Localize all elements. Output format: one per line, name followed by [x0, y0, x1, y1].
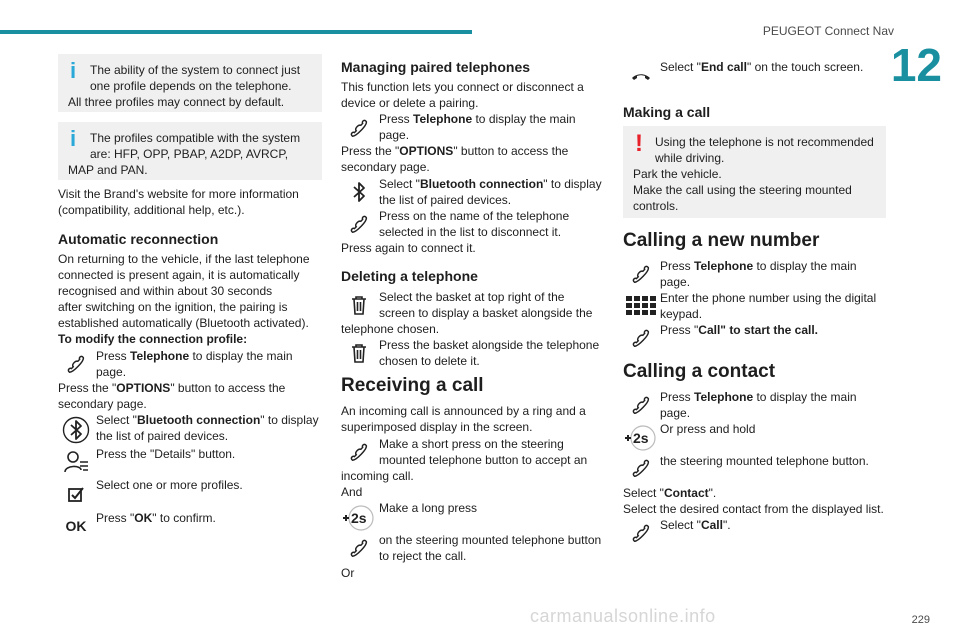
- heading-managing-paired: Managing paired telephones: [341, 59, 531, 75]
- step-select-basket: Select the basket at top right of the screen to display a basket alongside the telephone chosen.: [341, 290, 593, 336]
- paragraph-receiving: An incoming call is announced by a ring and a superimposed display in the screen.: [341, 404, 586, 434]
- step-press-call: Press "Call" to start the call.: [660, 323, 818, 337]
- step-press-name: Press on the name of the telephone selected in the list to disconnect it.: [379, 209, 570, 239]
- warning-icon: !: [635, 130, 643, 157]
- info-box-profile-limit: [58, 54, 322, 112]
- info-text: are: HFP, OPP, PBAP, A2DP, AVRCP,: [90, 147, 289, 161]
- step-press-telephone: Press Telephone to display the main page.: [660, 259, 857, 289]
- long-press-2s-icon: [623, 422, 657, 454]
- step-press-again: Press again to connect it.: [341, 241, 476, 255]
- heading-automatic-reconnection: Automatic reconnection: [58, 231, 219, 247]
- info-text: The ability of the system to connect just: [90, 63, 301, 77]
- watermark: carmanualsonline.info: [530, 606, 716, 626]
- step-select-contact: Select "Contact". Select the desired contact from the displayed list.: [623, 486, 884, 516]
- paragraph-auto-reconnect: On returning to the vehicle, if the last telephone connected is present again, it is automatically recognised and within about 30 seconds after switching on the ignition, the pairing is established automatically (Bluetooth activated). To modify the connection profile:: [58, 251, 328, 347]
- step-ok-confirm: Press "OK" to confirm.: [96, 511, 216, 525]
- step-end-call: Select "End call" on the touch screen.: [660, 60, 864, 74]
- text-or: Or: [341, 566, 355, 580]
- step-steering-button: the steering mounted telephone button.: [660, 454, 869, 468]
- phone-icon: [625, 452, 657, 484]
- svg-text:2s: 2s: [633, 430, 649, 446]
- heading-deleting-telephone: Deleting a telephone: [341, 268, 478, 284]
- step-enter-number: Enter the phone number using the digital keypad.: [660, 291, 877, 321]
- phone-icon: [625, 389, 657, 421]
- phone-icon: [625, 258, 657, 290]
- phone-icon: [343, 532, 375, 564]
- checkbox-edit-icon: [60, 478, 92, 510]
- info-text: one profile depends on the telephone.: [90, 79, 292, 93]
- text-and: And: [341, 485, 363, 499]
- step-press-basket: Press the basket alongside the telephone chosen to delete it.: [379, 338, 600, 368]
- paragraph-visit: Visit the Brand's website for more information (compatibility, additional help, etc.).: [58, 187, 299, 217]
- page-header-title: PEUGEOT Connect Nav: [762, 24, 894, 38]
- step-press-telephone: Press Telephone to display the main page.: [379, 112, 576, 142]
- info-text: The profiles compatible with the system: [90, 131, 301, 145]
- bluetooth-icon: [343, 176, 375, 208]
- details-icon: [60, 446, 92, 478]
- step-short-press: Make a short press on the steering mounted telephone button to accept an incoming call.: [341, 437, 588, 483]
- heading-calling-contact: Calling a contact: [623, 361, 776, 382]
- trash-icon: [343, 337, 375, 369]
- paragraph-manage: This function lets you connect or disconnect a device or delete a pairing.: [341, 80, 584, 110]
- phone-icon: [625, 517, 657, 549]
- step-bluetooth-connection: Select "Bluetooth connection" to display the list of paired devices.: [96, 413, 319, 443]
- phone-icon: [60, 348, 92, 380]
- phone-icon: [343, 112, 375, 144]
- step-press-telephone: Press Telephone to display the main page.: [660, 390, 857, 420]
- long-press-2s-icon: [341, 502, 375, 534]
- phone-icon: [343, 208, 375, 240]
- step-bluetooth-connection: Select "Bluetooth connection" to display the list of paired devices.: [379, 177, 602, 207]
- info-icon: i: [70, 58, 77, 83]
- step-press-options: Press the "OPTIONS" button to access the secondary page.: [58, 381, 286, 411]
- svg-text:2s: 2s: [351, 510, 367, 526]
- info-box-profiles: [58, 122, 322, 180]
- page-number: 229: [911, 614, 930, 626]
- keypad-icon: [625, 290, 657, 322]
- step-reject-call: on the steering mounted telephone button to reject the call.: [379, 533, 602, 563]
- heading-making-call: Making a call: [623, 104, 711, 120]
- step-press-hold: Or press and hold: [660, 422, 756, 436]
- step-long-press: Make a long press: [379, 501, 478, 515]
- heading-calling-new-number: Calling a new number: [623, 230, 820, 251]
- warning-box-driving: ! Using the telephone is not recommended while driving. Park the vehicle. Make the call using the steering mounted controls.: [623, 126, 886, 218]
- subheading-modify-profile: To modify the connection profile:: [58, 332, 248, 346]
- step-select-call: Select "Call".: [660, 518, 731, 532]
- info-text: All three profiles may connect by default.: [68, 95, 285, 109]
- step-press-options: Press the "OPTIONS" button to access the secondary page.: [341, 144, 569, 174]
- chapter-number: 12: [890, 39, 942, 91]
- phone-icon: [625, 322, 657, 354]
- step-press-telephone: Press Telephone to display the main page.: [96, 349, 293, 379]
- bluetooth-icon: [60, 414, 92, 446]
- ok-icon: OK: [65, 518, 87, 534]
- info-text: MAP and PAN.: [68, 163, 148, 177]
- end-call-icon: [625, 60, 657, 92]
- header-accent-bar: [0, 30, 472, 34]
- step-select-profiles: Select one or more profiles.: [96, 478, 243, 492]
- info-icon: i: [70, 126, 77, 151]
- heading-receiving-call: Receiving a call: [341, 375, 484, 396]
- step-details: Press the "Details" button.: [96, 447, 236, 461]
